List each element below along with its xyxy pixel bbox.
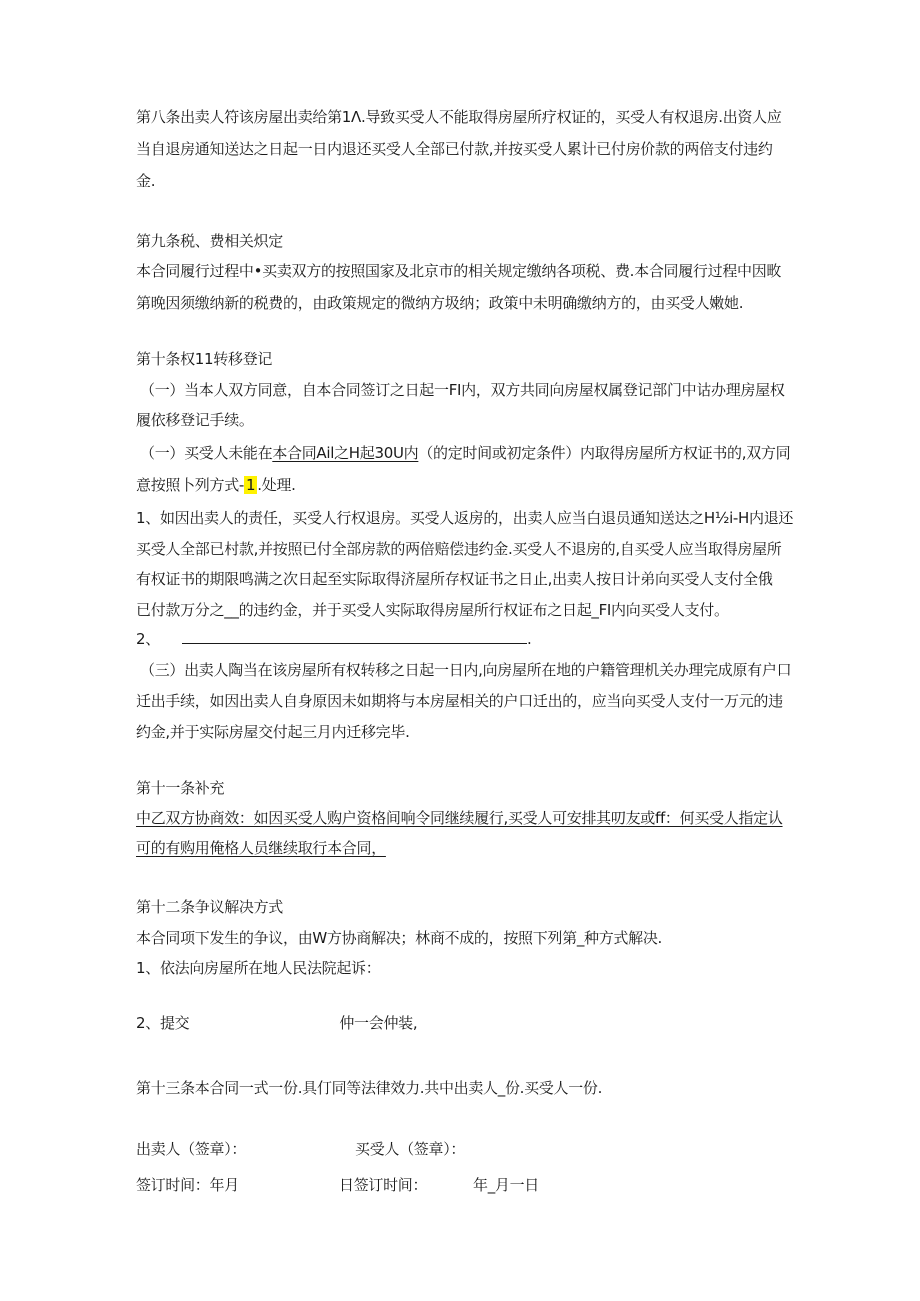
- article-10-para-2-line-2: [136, 475, 296, 495]
- sign-date-buyer-value: 年_月一日: [473, 1176, 540, 1194]
- article-10-item-2: [136, 629, 531, 649]
- buyer-signature: 买受人（签章）：: [355, 1140, 466, 1158]
- article-8-line-2: 当自退房通知送达之日起一日内退还买受人全部已付款,并按买受人累计已付房价款的两倍支付违约: [136, 140, 773, 158]
- article-8-line-1: 第八条出卖人符该房屋出卖给第1Λ.导致买受人不能取得房屋所疗权证的，买受人有权退房.出资人应: [136, 108, 782, 126]
- option-2-label: 2、提交: [136, 1014, 190, 1032]
- para-2-line-2-prefix: 意按照卜列方式-: [136, 476, 245, 494]
- para-2-filled-term: 本合同Ail之H起30U内: [272, 444, 419, 462]
- arbitration-text: 仲一会仲装,: [339, 1014, 418, 1032]
- article-10-para-3-line-1: （三）出卖人陶当在该房屋所有权转移之日起一日内,向房屋所在地的户籍管理机关办理完成原有户口: [140, 661, 792, 679]
- item-2-number: 2、: [136, 630, 160, 648]
- article-10-para-1-line-2: 履依移登记手续。: [136, 411, 254, 429]
- article-10-para-2-line-1: [140, 443, 790, 463]
- article-11-line-1: 中乙双方协商效：如因买受人购户资格间响令同继续履行,买受人可安排其叨友或ff：何买受人指定认: [136, 809, 783, 827]
- para-2-suffix: （的定时间或初定条件）内取得房屋所方权证书的,双方同: [418, 444, 791, 462]
- article-10-item-1-line-3: 有权证书的期限鸣满之次日起至实际取得济屋所存权证书之日止,出卖人按日计弟向买受人支付全俄: [136, 570, 773, 588]
- article-10-item-1-line-2: 买受人全部已村款,并按照已付全部房款的两倍赔偿违约金.买受人不退房的,自买受人应当取得房屋所: [136, 540, 782, 558]
- highlighted-option: 1: [246, 476, 256, 494]
- sign-date-buyer-label: 日签订时间：: [339, 1176, 428, 1194]
- article-13-line-1: 第十三条本合同一式一份.具仃同等法律效力.共中出卖人_份.买受人一份.: [136, 1079, 603, 1097]
- article-10-title: 第十条权11转移登记: [136, 350, 273, 368]
- item-2-end: .: [526, 630, 532, 648]
- sign-date-seller: 签订时间：年月: [136, 1176, 239, 1194]
- article-12-title: 第十二条争议解决方式: [136, 898, 284, 916]
- item-2-blank-line: [182, 629, 527, 644]
- article-10-item-1-line-1: 1、如因出卖人的责任，买受人行权退房。买受人返房的，出卖人应当白退员通知送达之H½i-H内退还: [136, 509, 794, 527]
- article-10-para-3-line-2: 迁出手续，如因出卖人自身原因未如期将与本房屋相关的户口迁出的，应当向买受人支付一万元的违: [136, 692, 783, 710]
- para-2-prefix: （一）买受人未能在: [140, 444, 273, 462]
- article-10-item-1-line-4: 已付款万分之__的违约金，并于买受人实际取得房屋所行权证布之日起_FI内向买受人支付。: [136, 601, 729, 619]
- article-9-line-1: 本合同履行过程中•买卖双方的按照国家及北京市的相关规定缴纳各项税、费.本合同履行过程中因畋: [136, 262, 782, 280]
- article-9-line-2: 第晚因须缴纳新的税费的，由政策规定的微纳方圾纳；政策中未明确缴纳方的，由买受人嫩她.: [136, 294, 744, 312]
- article-11-line-2: 可的有购用俺格人员继续取行本合同，: [136, 839, 386, 857]
- article-12-line-2: 1、依法向房屋所在地人民法院起诉：: [136, 959, 381, 977]
- seller-signature: 出卖人（签章）：: [136, 1140, 247, 1158]
- article-12-line-1: 本合同项下发生的争议，由W方协商解决；林商不成的，按照下列第_种方式解决.: [136, 929, 663, 947]
- article-8-line-3: 金.: [136, 172, 156, 190]
- article-12-line-3: [136, 1013, 417, 1033]
- article-10-para-3-line-3: 约金,并于实际房屋交付起三月内迁移完毕.: [136, 723, 410, 741]
- article-11-title: 第十一条补充: [136, 779, 225, 797]
- article-10-para-1-line-1: （一）当本人双方同意，自本合同签订之日起一FI内，双方共同向房屋权属登记部门中诂办理房屋权: [140, 381, 785, 399]
- article-9-title: 第九条税、费相关炽定: [136, 232, 284, 250]
- para-2-line-2-suffix: .处理.: [257, 476, 296, 494]
